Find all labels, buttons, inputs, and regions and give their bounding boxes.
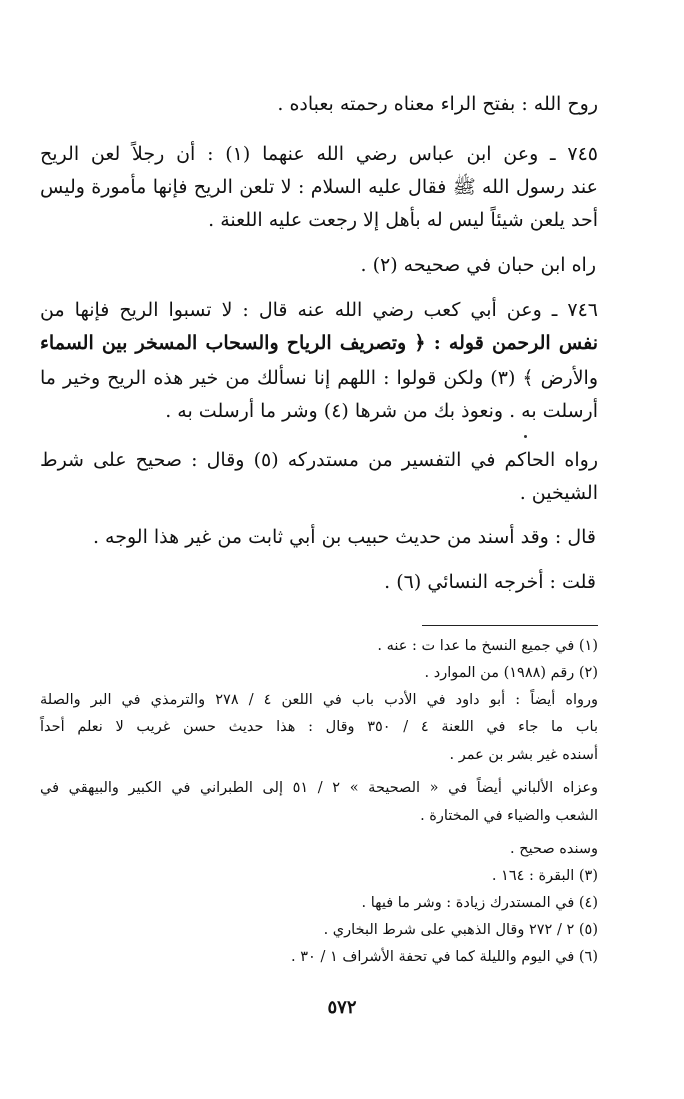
body-line-6: ٧٤٦ ـ وعن أبي كعب رضي الله عنه قال : لا تسبوا الريح فإنها من xyxy=(40,299,598,321)
footnote-2-line-2: ورواه أيضاً : أبو داود في الأدب باب في اللعن ٤ / ٢٧٨ والترمذي في البر والصلة xyxy=(40,692,598,708)
footnote-separator xyxy=(422,625,598,626)
body-line-7-quran: نفس الرحمن قوله : ﴿ وتصريف الرياح والسحاب المسخر بين السماء xyxy=(40,332,598,354)
footnote-2-line-6: الشعب والضياء في المختارة . xyxy=(420,808,598,824)
footnote-2-line-5: وعزاه الألباني أيضاً في « الصحيحة » ٢ / ٥١ إلى الطبراني في الكبير والبيهقي في xyxy=(40,780,598,796)
footnote-2: (٢) رقم (١٩٨٨) من الموارد . xyxy=(424,665,598,681)
footnote-4: (٤) في المستدرك زيادة : وشر ما فيها . xyxy=(361,895,598,911)
page-number: ٥٧٢ xyxy=(327,997,357,1018)
body-line-13: قلت : أخرجه النسائي (٦) . xyxy=(384,571,596,593)
footnote-3: (٣) البقرة : ١٦٤ . xyxy=(491,868,598,884)
body-line-2: ٧٤٥ ـ وعن ابن عباس رضي الله عنهما (١) : أن رجلاً لعن الريح xyxy=(40,143,598,165)
footnote-6: (٦) في اليوم والليلة كما في تحفة الأشراف ١ / ٣٠ . xyxy=(291,949,598,965)
footnote-1: (١) في جميع النسخ ما عدا ت : عنه . xyxy=(377,638,598,654)
body-line-9: أرسلت به . ونعوذ بك من شرها (٤) وشر ما أرسلت به . xyxy=(165,400,598,422)
body-line-11: الشيخين . xyxy=(519,482,598,504)
footnote-2-line-7: وسنده صحيح . xyxy=(510,841,598,857)
body-line-8: والأرض ﴾ (٣) ولكن قولوا : اللهم إنا نسألك من خير هذه الريح وخير ما xyxy=(40,367,599,389)
footnote-2-line-3: باب ما جاء في اللعنة ٤ / ٣٥٠ وقال : هذا حديث حسن غريب لا نعلم أحداً xyxy=(40,719,598,735)
stray-mark xyxy=(524,435,527,438)
body-line-10: رواه الحاكم في التفسير من مستدركه (٥) وقال : صحيح على شرط xyxy=(40,449,598,471)
body-line-4: أحد يلعن شيئاً ليس له بأهل إلا رجعت عليه اللعنة . xyxy=(208,209,598,231)
footnote-2-line-4: أسنده غير بشر بن عمر . xyxy=(449,747,598,763)
body-line-12: قال : وقد أسند من حديث حبيب بن أبي ثابت من غير هذا الوجه . xyxy=(92,526,596,548)
footnote-5: (٥) ٢ / ٢٧٢ وقال الذهبي على شرط البخاري . xyxy=(323,922,598,938)
body-line-1: روح الله : بفتح الراء معناه رحمته بعباده . xyxy=(277,93,598,115)
body-line-3: عند رسول الله ﷺ فقال عليه السلام : لا تلعن الريح فإنها مأمورة وليس xyxy=(40,176,598,198)
body-line-5: راه ابن حبان في صحيحه (٢) . xyxy=(360,254,596,276)
